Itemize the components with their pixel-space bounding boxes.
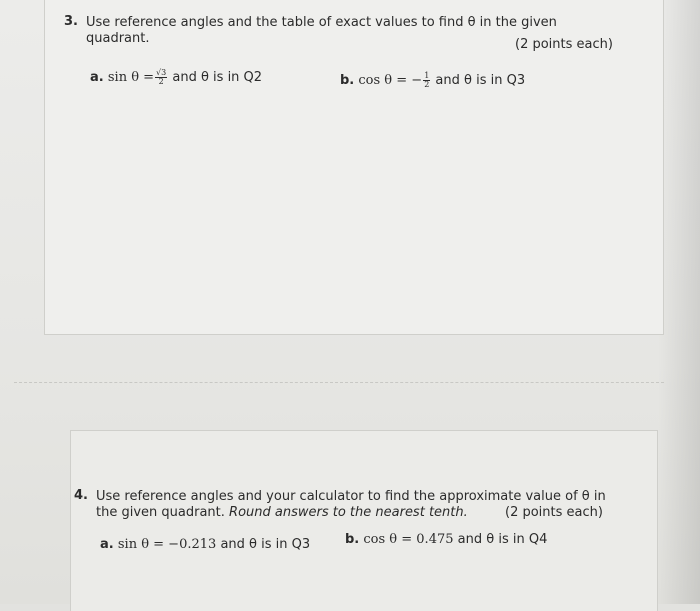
question-3a-numerator: √3 (156, 68, 167, 77)
question-3b-condition: and θ is in Q3 (435, 73, 526, 88)
question-3a-denominator: 2 (158, 77, 164, 86)
question-3b-fraction (423, 72, 430, 89)
question-4b (345, 532, 547, 547)
question-3a (90, 69, 262, 86)
question-4b-label: b. (345, 532, 360, 547)
answer-box-q4[interactable] (70, 430, 658, 611)
question-4a (100, 537, 310, 552)
page-shadow (658, 0, 700, 604)
question-4b-condition: and θ is in Q4 (457, 532, 548, 547)
question-4-prompt-plain: the given quadrant. (96, 505, 225, 520)
question-3-points: (2 points each) (515, 37, 613, 52)
question-3-number: 3. (64, 14, 78, 29)
question-4-prompt-line2 (96, 505, 468, 520)
question-3b-denominator: 2 (424, 80, 430, 89)
question-3b-numerator: 1 (424, 71, 430, 80)
question-3-prompt-line2: quadrant. (86, 31, 150, 46)
question-4b-expression: cos θ = 0.475 (363, 532, 454, 547)
question-4-number: 4. (74, 488, 88, 503)
question-4a-expression: sin θ = −0.213 (117, 537, 217, 552)
question-3b (340, 72, 525, 89)
question-4a-label: a. (100, 537, 114, 552)
question-3a-condition: and θ is in Q2 (172, 70, 263, 85)
question-3-prompt-line1: Use reference angles and the table of exact values to find θ in the given (86, 15, 557, 30)
question-3a-fraction (155, 69, 167, 86)
question-4-prompt-line1: Use reference angles and your calculator to find the approximate value of θ in (96, 489, 606, 504)
dashed-divider (14, 382, 664, 383)
question-3a-lhs: sin θ = (107, 70, 155, 85)
question-4-points: (2 points each) (505, 505, 603, 520)
question-3b-lhs: cos θ = − (358, 73, 423, 88)
question-4-rounding-instruction: Round answers to the nearest tenth. (229, 505, 468, 520)
question-3b-label: b. (340, 73, 355, 88)
question-3a-label: a. (90, 70, 104, 85)
question-4a-condition: and θ is in Q3 (220, 537, 311, 552)
